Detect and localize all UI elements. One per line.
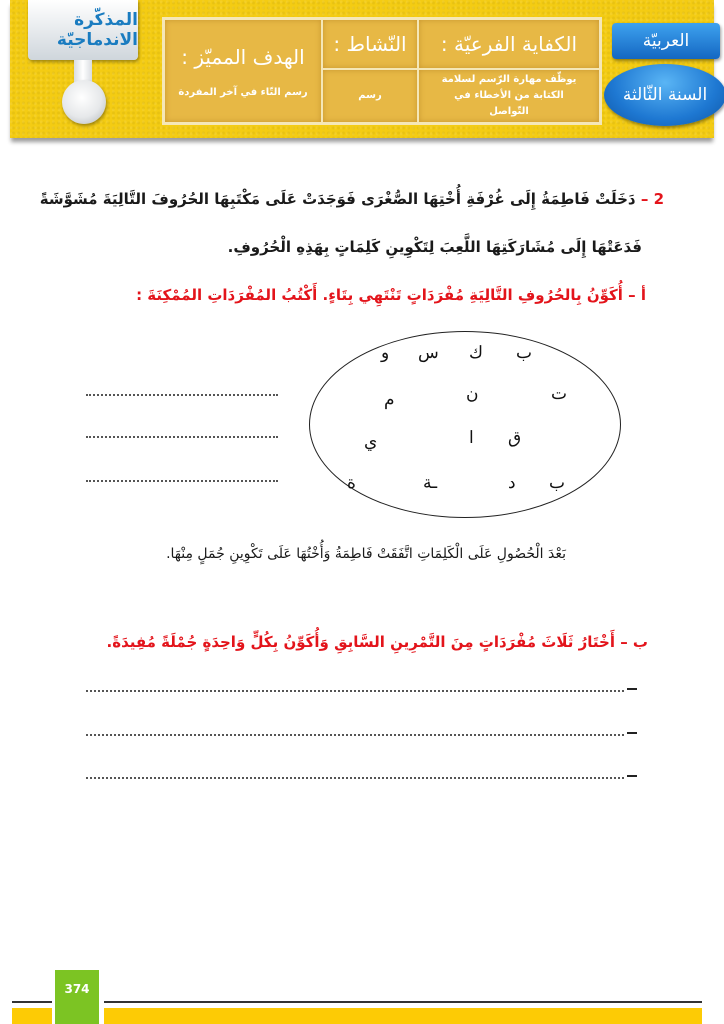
footer-rule-right	[104, 1001, 702, 1003]
answer-line-a-2[interactable]	[86, 434, 278, 438]
letter: ب	[549, 473, 566, 493]
answer-line-b-2[interactable]	[86, 732, 624, 736]
part-b-instruction: ب – أَخْتَارُ ثَلَاثَ مُفْرَدَاتٍ مِنَ التَّمْرِينِ السَّابِقِ وَأُكَوِّنُ بِكُلٍّ وَاحِدَةٍ جُمْلَةً مُفِيدَةً.	[106, 633, 648, 651]
lesson-info-grid	[162, 17, 602, 125]
answer-line-b-3[interactable]	[86, 775, 624, 779]
transition-text: بَعْدَ الْحُصُولِ عَلَى الْكَلِمَاتِ اتَّفَقَتْ فَاطِمَةُ وَأُخْتُهَا عَلَى تَكْوِينِ جُمَلٍ مِنْهَا.	[166, 546, 566, 562]
letter: ة	[347, 473, 356, 493]
page-number: 374	[55, 970, 99, 1024]
goal-label: الهدف المميّز :	[181, 44, 305, 69]
part-a-instruction: أ – أُكَوِّنُ بِالحُرُوفِ التَّالِيَةِ مُفْرَدَاتٍ تَنْتَهِي بِتَاءٍ. أَكْتُبُ المُفْرَدَاتِ المُمْكِنَةَ :	[136, 286, 646, 304]
answer-dash-b-1	[627, 688, 637, 690]
goal-value: رسم التّاء في آخر المفردة	[178, 86, 308, 98]
answer-line-a-3[interactable]	[86, 478, 278, 482]
answer-dash-b-2	[627, 732, 637, 734]
letter: ا	[469, 428, 474, 448]
brand-tag	[28, 0, 138, 60]
year-badge: السنة الثّالثة	[604, 64, 724, 126]
goal-cell	[164, 19, 322, 123]
exercise-intro-line-2: فَدَعَتْهَا إِلَى مُشَارَكَتِهَا اللَّعِبَ لِتَكْوِينِ كَلِمَاتٍ بِهَذِهِ الْحُرُوفِ.	[227, 238, 642, 256]
footer-band-right	[104, 1008, 702, 1024]
letter: ب	[516, 343, 533, 363]
answer-dash-b-3	[627, 775, 637, 777]
subject-badge: العربيّة	[612, 23, 720, 59]
brand-title: المذكّرة الاندماجيّة	[56, 10, 138, 50]
letter: س	[418, 343, 439, 363]
answer-line-b-1[interactable]	[86, 688, 624, 692]
letter: ي	[364, 432, 378, 452]
activity-value: رسم	[322, 69, 418, 123]
letter: ن	[466, 384, 479, 404]
letter: د	[508, 473, 516, 493]
answer-line-a-1[interactable]	[86, 392, 278, 396]
intro-text-1: دَخَلَتْ فَاطِمَةُ إِلَى غُرْفَةِ أُخْتِهَا الصُّغْرَى فَوَجَدَتْ عَلَى مَكْتَبِهَا الحُرُوفَ التَّالِيَةَ مُشَوَّشَةً	[39, 190, 636, 208]
competence-label: الكفاية الفرعيّة :	[418, 19, 600, 69]
letter: و	[381, 343, 390, 363]
letter: م	[384, 390, 395, 410]
footer-band-left	[12, 1008, 52, 1024]
exercise-intro-line-1	[40, 190, 664, 208]
brand-ball-icon	[62, 80, 106, 124]
letter: ت	[551, 384, 568, 404]
competence-value: يوظّف مهارة الرّسم لسلامة الكتابة من الأخطاء في التّواصل	[418, 69, 600, 123]
footer-rule-left	[12, 1001, 52, 1003]
letter: ق	[508, 428, 522, 448]
letter: ـة	[423, 473, 438, 493]
letter: ك	[469, 343, 484, 363]
exercise-number: 2 –	[640, 190, 664, 208]
header-banner	[10, 0, 714, 138]
activity-label: النّشاط :	[322, 19, 418, 69]
